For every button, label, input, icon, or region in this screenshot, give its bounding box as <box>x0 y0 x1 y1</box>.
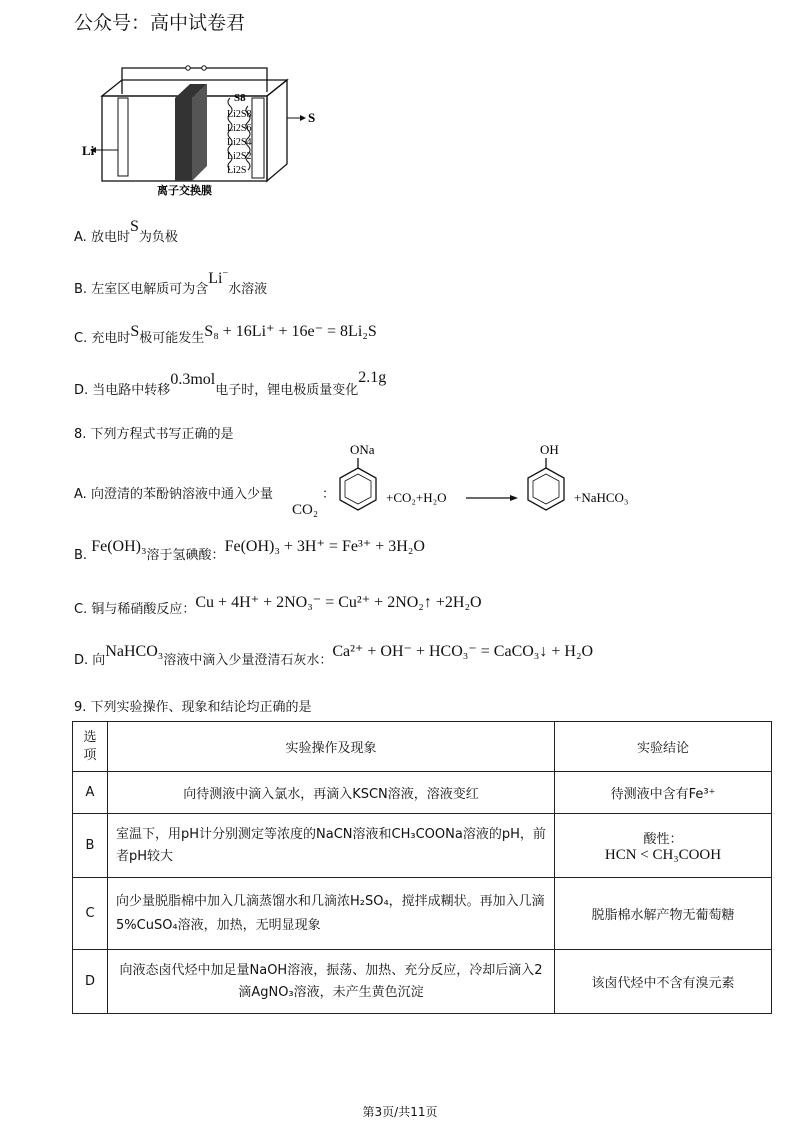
row-b-option: B <box>73 814 108 878</box>
membrane-label: 离子交换膜 <box>157 184 212 197</box>
q7-option-c: C. 充电时S极可能发生S₈ + 16Li⁺ + 16e⁻ = 8Li₂S <box>74 323 377 346</box>
species-5: Li2S <box>227 165 247 176</box>
q7-option-d: D. 当电路中转移0.3mol电子时，锂电极质量变化2.1g <box>74 369 387 398</box>
species-4: Li2S2 <box>227 151 252 162</box>
row-a-conclusion: 待测液中含有Fe³⁺ <box>555 772 772 814</box>
q8-a-colon: ： <box>322 487 336 502</box>
row-a-option: A <box>73 772 108 814</box>
row-d-option: D <box>73 950 108 1014</box>
row-b-conclusion <box>555 814 772 878</box>
row-c-operation: 向少量脱脂棉中加入几滴蒸馏水和几滴浓H₂SO₄，搅拌成糊状。再加入几滴5%CuSO₄溶液，加热，无明显现象 <box>108 878 555 950</box>
row-c-conclusion: 脱脂棉水解产物无葡萄糖 <box>555 878 772 950</box>
ona-label: ONa <box>350 442 375 457</box>
header-option: 选项 <box>73 722 108 772</box>
oh-label: OH <box>540 442 559 457</box>
q8-a-plus2: +NaHCO₃ <box>574 490 629 505</box>
table-row <box>73 878 772 950</box>
row-b-operation: 室温下，用pH计分别测定等浓度的NaCN溶液和CH₃COONa溶液的pH，前者pH较大 <box>108 814 555 878</box>
species-2: Li2S6 <box>227 123 252 134</box>
q7-option-a: A. 放电时S为负极 <box>74 218 178 245</box>
page-header: 公众号：高中试卷君 <box>74 12 246 34</box>
row-d-conclusion: 该卤代烃中不含有溴元素 <box>555 950 772 1014</box>
battery-figure <box>82 58 322 198</box>
species-1: Li2S8 <box>227 109 252 120</box>
q8-option-a-text: A. 向澄清的苯酚钠溶液中通入少量 <box>74 487 273 502</box>
q9-stem: 9. 下列实验操作、现象和结论均正确的是 <box>74 700 312 715</box>
row-a-operation: 向待测液中滴入氯水，再滴入KSCN溶液，溶液变红 <box>108 772 555 814</box>
header-operation: 实验操作及现象 <box>108 722 555 772</box>
row-b-conclusion-line1: 酸性： <box>643 831 683 847</box>
page-footer: 第3页/共11页 <box>362 1105 438 1119</box>
q8-option-c: C. 铜与稀硝酸反应：Cu + 4H⁺ + 2NO₃⁻ = Cu²⁺ + 2NO₂↑ +2H₂O <box>74 594 482 617</box>
table-header-row <box>73 722 772 772</box>
q8-option-b: B. Fe(OH)₃溶于氢碘酸：Fe(OH)₃ + 3H⁺ = Fe³⁺ + 3H₂O <box>74 538 425 563</box>
s-label: S <box>308 110 316 125</box>
row-b-conclusion-line2: HCN < CH₃COOH <box>604 846 722 863</box>
table-row <box>73 814 772 878</box>
s8-label: S8 <box>234 92 246 104</box>
q7-option-b: B. 左室区电解质可为含Li−水溶液 <box>74 268 268 297</box>
phenol-equation <box>326 440 646 530</box>
q8-stem: 8. 下列方程式书写正确的是 <box>74 427 234 442</box>
row-d-operation: 向液态卤代烃中加足量NaOH溶液，振荡、加热、充分反应，冷却后滴入2滴AgNO₃溶液，未产生黄色沉淀 <box>108 950 555 1014</box>
row-c-option: C <box>73 878 108 950</box>
header-conclusion: 实验结论 <box>555 722 772 772</box>
q8-a-co2: CO₂ <box>292 502 319 518</box>
q8-option-d: D. 向NaHCO₃溶液中滴入少量澄清石灰水：Ca²⁺ + OH⁻ + HCO₃⁻ = CaCO₃↓ + H₂O <box>74 643 594 668</box>
species-3: Li2S4 <box>227 137 252 148</box>
table-row <box>73 772 772 814</box>
table-row <box>73 950 772 1014</box>
q8-a-plus1: +CO₂+H₂O <box>386 490 447 505</box>
li-label: Li <box>82 143 95 158</box>
experiment-table <box>72 721 772 1014</box>
